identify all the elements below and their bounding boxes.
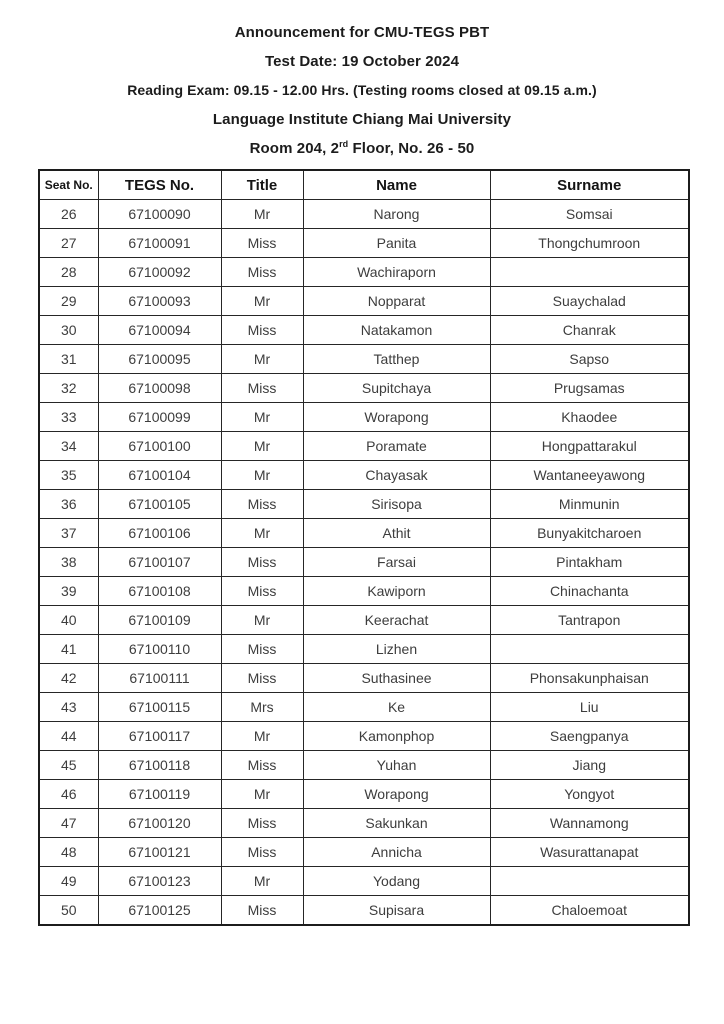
column-header-seat-no: Seat No. <box>39 170 98 200</box>
cell-surname <box>490 867 689 896</box>
column-header-tegs-no: TEGS No. <box>98 170 221 200</box>
table-row <box>39 490 689 519</box>
table-row <box>39 838 689 867</box>
cell-name: Athit <box>303 519 490 548</box>
cell-name: Annicha <box>303 838 490 867</box>
cell-title: Miss <box>221 577 303 606</box>
cell-seat-no: 34 <box>39 432 98 461</box>
cell-seat-no: 48 <box>39 838 98 867</box>
cell-name: Lizhen <box>303 635 490 664</box>
cell-seat-no: 44 <box>39 722 98 751</box>
cell-seat-no: 38 <box>39 548 98 577</box>
cell-name: Sakunkan <box>303 809 490 838</box>
table-row <box>39 635 689 664</box>
cell-name: Sirisopa <box>303 490 490 519</box>
cell-surname: Yongyot <box>490 780 689 809</box>
cell-tegs-no: 67100118 <box>98 751 221 780</box>
table-row <box>39 548 689 577</box>
cell-name: Supisara <box>303 896 490 926</box>
cell-tegs-no: 67100099 <box>98 403 221 432</box>
table-row <box>39 809 689 838</box>
cell-surname: Wantaneeyawong <box>490 461 689 490</box>
cell-seat-no: 29 <box>39 287 98 316</box>
cell-tegs-no: 67100104 <box>98 461 221 490</box>
table-row <box>39 345 689 374</box>
cell-surname: Jiang <box>490 751 689 780</box>
cell-title: Miss <box>221 490 303 519</box>
cell-tegs-no: 67100117 <box>98 722 221 751</box>
cell-title: Miss <box>221 809 303 838</box>
cell-tegs-no: 67100107 <box>98 548 221 577</box>
header-row <box>39 170 689 200</box>
cell-tegs-no: 67100115 <box>98 693 221 722</box>
cell-seat-no: 37 <box>39 519 98 548</box>
cell-tegs-no: 67100109 <box>98 606 221 635</box>
seating-table-body <box>39 200 689 926</box>
cell-surname: Chanrak <box>490 316 689 345</box>
table-row <box>39 751 689 780</box>
cell-tegs-no: 67100123 <box>98 867 221 896</box>
cell-name: Supitchaya <box>303 374 490 403</box>
announcement-header <box>0 24 724 157</box>
table-row <box>39 664 689 693</box>
cell-name: Tatthep <box>303 345 490 374</box>
cell-seat-no: 40 <box>39 606 98 635</box>
cell-name: Yodang <box>303 867 490 896</box>
cell-name: Panita <box>303 229 490 258</box>
cell-surname: Chinachanta <box>490 577 689 606</box>
cell-seat-no: 33 <box>39 403 98 432</box>
cell-tegs-no: 67100100 <box>98 432 221 461</box>
cell-surname: Bunyakitcharoen <box>490 519 689 548</box>
cell-surname: Prugsamas <box>490 374 689 403</box>
cell-title: Mr <box>221 345 303 374</box>
cell-tegs-no: 67100108 <box>98 577 221 606</box>
table-row <box>39 519 689 548</box>
table-row <box>39 200 689 229</box>
table-row <box>39 432 689 461</box>
cell-name: Natakamon <box>303 316 490 345</box>
cell-title: Miss <box>221 751 303 780</box>
cell-surname: Hongpattarakul <box>490 432 689 461</box>
cell-surname: Tantrapon <box>490 606 689 635</box>
table-row <box>39 403 689 432</box>
seating-table-head <box>39 170 689 200</box>
cell-title: Miss <box>221 374 303 403</box>
seating-table <box>38 169 690 926</box>
cell-name: Worapong <box>303 780 490 809</box>
cell-seat-no: 49 <box>39 867 98 896</box>
cell-seat-no: 35 <box>39 461 98 490</box>
cell-seat-no: 47 <box>39 809 98 838</box>
cell-name: Wachiraporn <box>303 258 490 287</box>
column-header-title: Title <box>221 170 303 200</box>
cell-surname: Khaodee <box>490 403 689 432</box>
cell-tegs-no: 67100110 <box>98 635 221 664</box>
cell-surname: Minmunin <box>490 490 689 519</box>
cell-tegs-no: 67100093 <box>98 287 221 316</box>
cell-seat-no: 42 <box>39 664 98 693</box>
cell-name: Farsai <box>303 548 490 577</box>
cell-tegs-no: 67100092 <box>98 258 221 287</box>
cell-seat-no: 36 <box>39 490 98 519</box>
table-row <box>39 867 689 896</box>
institute-line: Language Institute Chiang Mai University <box>212 111 512 128</box>
cell-tegs-no: 67100095 <box>98 345 221 374</box>
cell-name: Ke <box>303 693 490 722</box>
table-row <box>39 229 689 258</box>
cell-title: Miss <box>221 548 303 577</box>
cell-title: Miss <box>221 664 303 693</box>
cell-surname: Somsai <box>490 200 689 229</box>
cell-seat-no: 46 <box>39 780 98 809</box>
cell-title: Miss <box>221 896 303 926</box>
table-row <box>39 896 689 926</box>
cell-seat-no: 28 <box>39 258 98 287</box>
room-line-prefix: Room 204, 2 <box>249 140 340 157</box>
cell-surname: Saengpanya <box>490 722 689 751</box>
cell-title: Mr <box>221 432 303 461</box>
cell-tegs-no: 67100106 <box>98 519 221 548</box>
cell-surname: Sapso <box>490 345 689 374</box>
cell-surname <box>490 635 689 664</box>
cell-name: Yuhan <box>303 751 490 780</box>
table-row <box>39 780 689 809</box>
cell-title: Mr <box>221 519 303 548</box>
cell-tegs-no: 67100125 <box>98 896 221 926</box>
room-line-ordinal: rd <box>339 139 349 149</box>
cell-seat-no: 26 <box>39 200 98 229</box>
cell-seat-no: 50 <box>39 896 98 926</box>
cell-seat-no: 41 <box>39 635 98 664</box>
cell-name: Kawiporn <box>303 577 490 606</box>
cell-name: Kamonphop <box>303 722 490 751</box>
cell-title: Miss <box>221 838 303 867</box>
cell-name: Narong <box>303 200 490 229</box>
cell-name: Poramate <box>303 432 490 461</box>
cell-tegs-no: 67100119 <box>98 780 221 809</box>
cell-seat-no: 31 <box>39 345 98 374</box>
cell-tegs-no: 67100090 <box>98 200 221 229</box>
column-header-name: Name <box>303 170 490 200</box>
cell-tegs-no: 67100091 <box>98 229 221 258</box>
table-row <box>39 722 689 751</box>
cell-surname: Wasurattanapat <box>490 838 689 867</box>
cell-seat-no: 45 <box>39 751 98 780</box>
cell-name: Nopparat <box>303 287 490 316</box>
cell-surname: Thongchumroon <box>490 229 689 258</box>
cell-name: Chayasak <box>303 461 490 490</box>
cell-title: Mr <box>221 287 303 316</box>
cell-title: Mr <box>221 461 303 490</box>
cell-seat-no: 39 <box>39 577 98 606</box>
room-line-suffix: Floor, No. 26 - 50 <box>348 140 475 157</box>
cell-title: Mr <box>221 606 303 635</box>
cell-name: Keerachat <box>303 606 490 635</box>
cell-tegs-no: 67100111 <box>98 664 221 693</box>
cell-title: Miss <box>221 316 303 345</box>
cell-tegs-no: 67100121 <box>98 838 221 867</box>
column-header-surname: Surname <box>490 170 689 200</box>
cell-title: Miss <box>221 229 303 258</box>
cell-title: Mrs <box>221 693 303 722</box>
cell-title: Mr <box>221 867 303 896</box>
cell-surname: Wannamong <box>490 809 689 838</box>
test-date-line: Test Date: 19 October 2024 <box>264 53 460 70</box>
cell-title: Miss <box>221 258 303 287</box>
announcement-title: Announcement for CMU-TEGS PBT <box>234 24 490 41</box>
cell-title: Mr <box>221 780 303 809</box>
cell-tegs-no: 67100094 <box>98 316 221 345</box>
table-row <box>39 258 689 287</box>
cell-title: Mr <box>221 403 303 432</box>
cell-tegs-no: 67100120 <box>98 809 221 838</box>
exam-time-line: Reading Exam: 09.15 - 12.00 Hrs. (Testing rooms closed at 09.15 a.m.) <box>127 82 597 98</box>
cell-surname: Phonsakunphaisan <box>490 664 689 693</box>
cell-name: Suthasinee <box>303 664 490 693</box>
cell-surname: Chaloemoat <box>490 896 689 926</box>
room-line <box>0 140 724 157</box>
table-row <box>39 577 689 606</box>
table-row <box>39 606 689 635</box>
table-row <box>39 287 689 316</box>
cell-seat-no: 32 <box>39 374 98 403</box>
cell-name: Worapong <box>303 403 490 432</box>
cell-title: Mr <box>221 722 303 751</box>
cell-tegs-no: 67100098 <box>98 374 221 403</box>
table-row <box>39 693 689 722</box>
cell-surname: Suaychalad <box>490 287 689 316</box>
table-row <box>39 461 689 490</box>
cell-title: Mr <box>221 200 303 229</box>
cell-surname <box>490 258 689 287</box>
cell-surname: Liu <box>490 693 689 722</box>
cell-surname: Pintakham <box>490 548 689 577</box>
cell-tegs-no: 67100105 <box>98 490 221 519</box>
cell-seat-no: 27 <box>39 229 98 258</box>
cell-seat-no: 30 <box>39 316 98 345</box>
cell-title: Miss <box>221 635 303 664</box>
table-row <box>39 316 689 345</box>
table-row <box>39 374 689 403</box>
cell-seat-no: 43 <box>39 693 98 722</box>
